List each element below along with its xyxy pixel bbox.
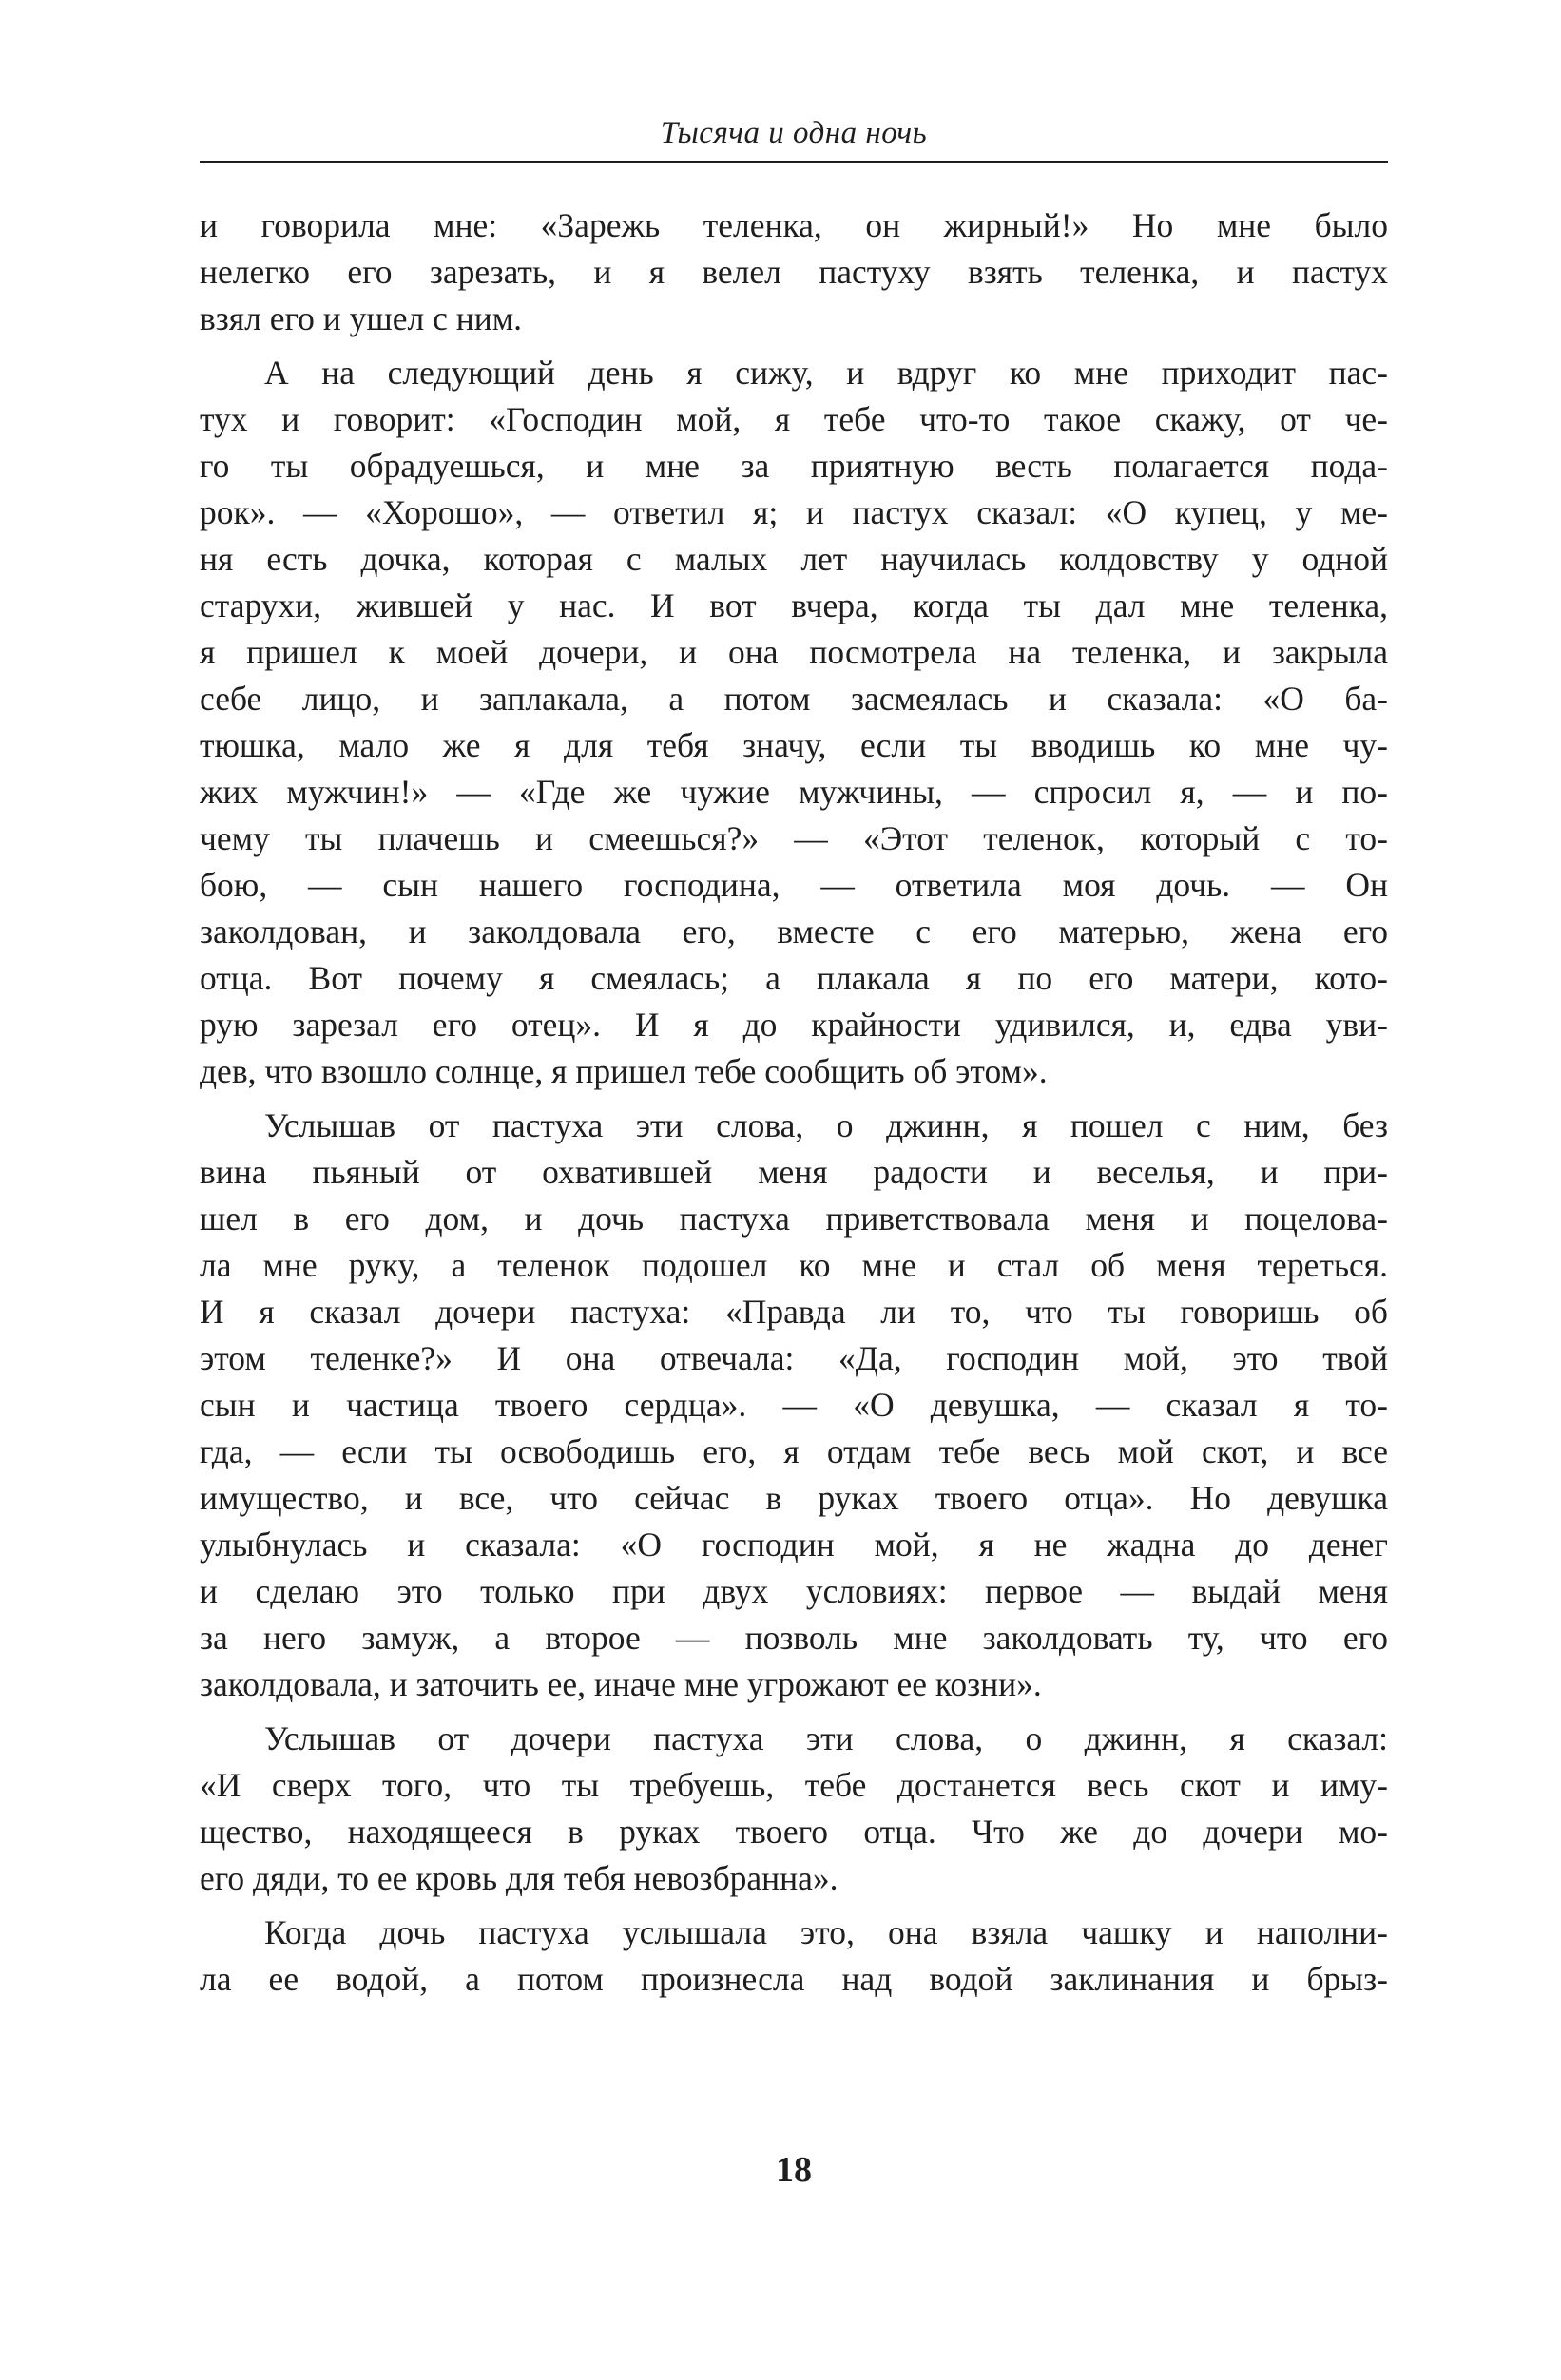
header-rule <box>200 161 1388 163</box>
text-line: А на следующий день я сижу, и вдруг ко мне приходит пас- <box>264 354 1388 392</box>
text-line: и сделаю это только при двух условиях: первое — выдай меня <box>200 1572 1388 1610</box>
text-line: старухи, жившей у нас. И вот вчера, когда ты дал мне теленка, <box>200 586 1388 624</box>
text-line: заколдовала, и заточить ее, иначе мне угрожают ее козни». <box>200 1665 1042 1703</box>
body-text <box>200 202 1388 2003</box>
text-line: улыбнулась и сказала: «О господин мой, я не жадна до денег <box>200 1526 1388 1564</box>
text-line: вина пьяный от охватившей меня радости и веселья, и при- <box>200 1153 1388 1191</box>
text-line: дев, что взошло солнце, я пришел тебе сообщить об этом». <box>200 1052 1048 1090</box>
text-line: «И сверх того, что ты требуешь, тебе достанется весь скот и иму- <box>200 1766 1388 1804</box>
text-line: го ты обрадуешься, и мне за приятную весть полагается пода- <box>200 447 1388 485</box>
text-line: имущество, и все, что сейчас в руках твоего отца». Но девушка <box>200 1479 1388 1517</box>
text-line: щество, находящееся в руках твоего отца. Что же до дочери мо- <box>200 1813 1388 1851</box>
text-line: ла ее водой, а потом произнесла над водой заклинания и брыз- <box>200 1960 1388 1998</box>
text-line: этом теленке?» И она отвечала: «Да, господин мой, это твой <box>200 1339 1388 1377</box>
paragraph <box>200 350 1388 1095</box>
text-line: шел в его дом, и дочь пастуха приветствовала меня и поцелова- <box>200 1200 1388 1238</box>
text-line: И я сказал дочери пастуха: «Правда ли то, что ты говоришь об <box>200 1293 1388 1331</box>
text-line: бою, — сын нашего господина, — ответила моя дочь. — Он <box>200 866 1388 904</box>
text-line: ла мне руку, а теленок подошел ко мне и стал об меня тереться. <box>200 1246 1388 1284</box>
page-number: 18 <box>776 2150 812 2190</box>
text-line: Когда дочь пастуха услышала это, она взяла чашку и наполни- <box>264 1913 1388 1951</box>
paragraph <box>200 1716 1388 1902</box>
text-line: Услышав от пастуха эти слова, о джинн, я пошел с ним, без <box>264 1106 1388 1144</box>
text-line: чему ты плачешь и смеешься?» — «Этот теленок, который с то- <box>200 819 1388 857</box>
paragraph <box>200 202 1388 342</box>
paragraph <box>200 1910 1388 2003</box>
text-line: тух и говорит: «Господин мой, я тебе что-то такое скажу, от че- <box>200 400 1388 438</box>
text-line: сын и частица твоего сердца». — «О девушка, — сказал я то- <box>200 1386 1388 1424</box>
text-line: жих мужчин!» — «Где же чужие мужчины, — спросил я, — и по- <box>200 773 1388 811</box>
text-line: рок». — «Хорошо», — ответил я; и пастух сказал: «О купец, у ме- <box>200 493 1388 531</box>
text-line: я пришел к моей дочери, и она посмотрела на теленка, и закрыла <box>200 633 1388 671</box>
running-head: Тысяча и одна ночь <box>660 116 928 150</box>
paragraph <box>200 1103 1388 1708</box>
text-line: Услышав от дочери пастуха эти слова, о джинн, я сказал: <box>264 1719 1388 1757</box>
text-line: нелегко его зарезать, и я велел пастуху взять теленка, и пастух <box>200 253 1388 291</box>
text-line: тюшка, мало же я для тебя значу, если ты вводишь ко мне чу- <box>200 726 1388 764</box>
text-line: гда, — если ты освободишь его, я отдам тебе весь мой скот, и все <box>200 1432 1388 1470</box>
text-line: себе лицо, и заплакала, а потом засмеялась и сказала: «О ба- <box>200 680 1388 718</box>
text-line: рую зарезал его отец». И я до крайности удивился, и, едва уви- <box>200 1006 1388 1044</box>
text-line: отца. Вот почему я смеялась; а плакала я по его матери, кото- <box>200 959 1388 997</box>
text-line: его дяди, то ее кровь для тебя невозбранна». <box>200 1859 838 1897</box>
text-line: взял его и ушел с ним. <box>200 299 523 337</box>
text-line: заколдован, и заколдовала его, вместе с его матерью, жена его <box>200 912 1388 950</box>
text-line: и говорила мне: «Зарежь теленка, он жирный!» Но мне было <box>200 206 1388 244</box>
text-line: за него замуж, а второе — позволь мне заколдовать ту, что его <box>200 1619 1388 1657</box>
text-line: ня есть дочка, которая с малых лет научилась колдовству у одной <box>200 540 1388 578</box>
